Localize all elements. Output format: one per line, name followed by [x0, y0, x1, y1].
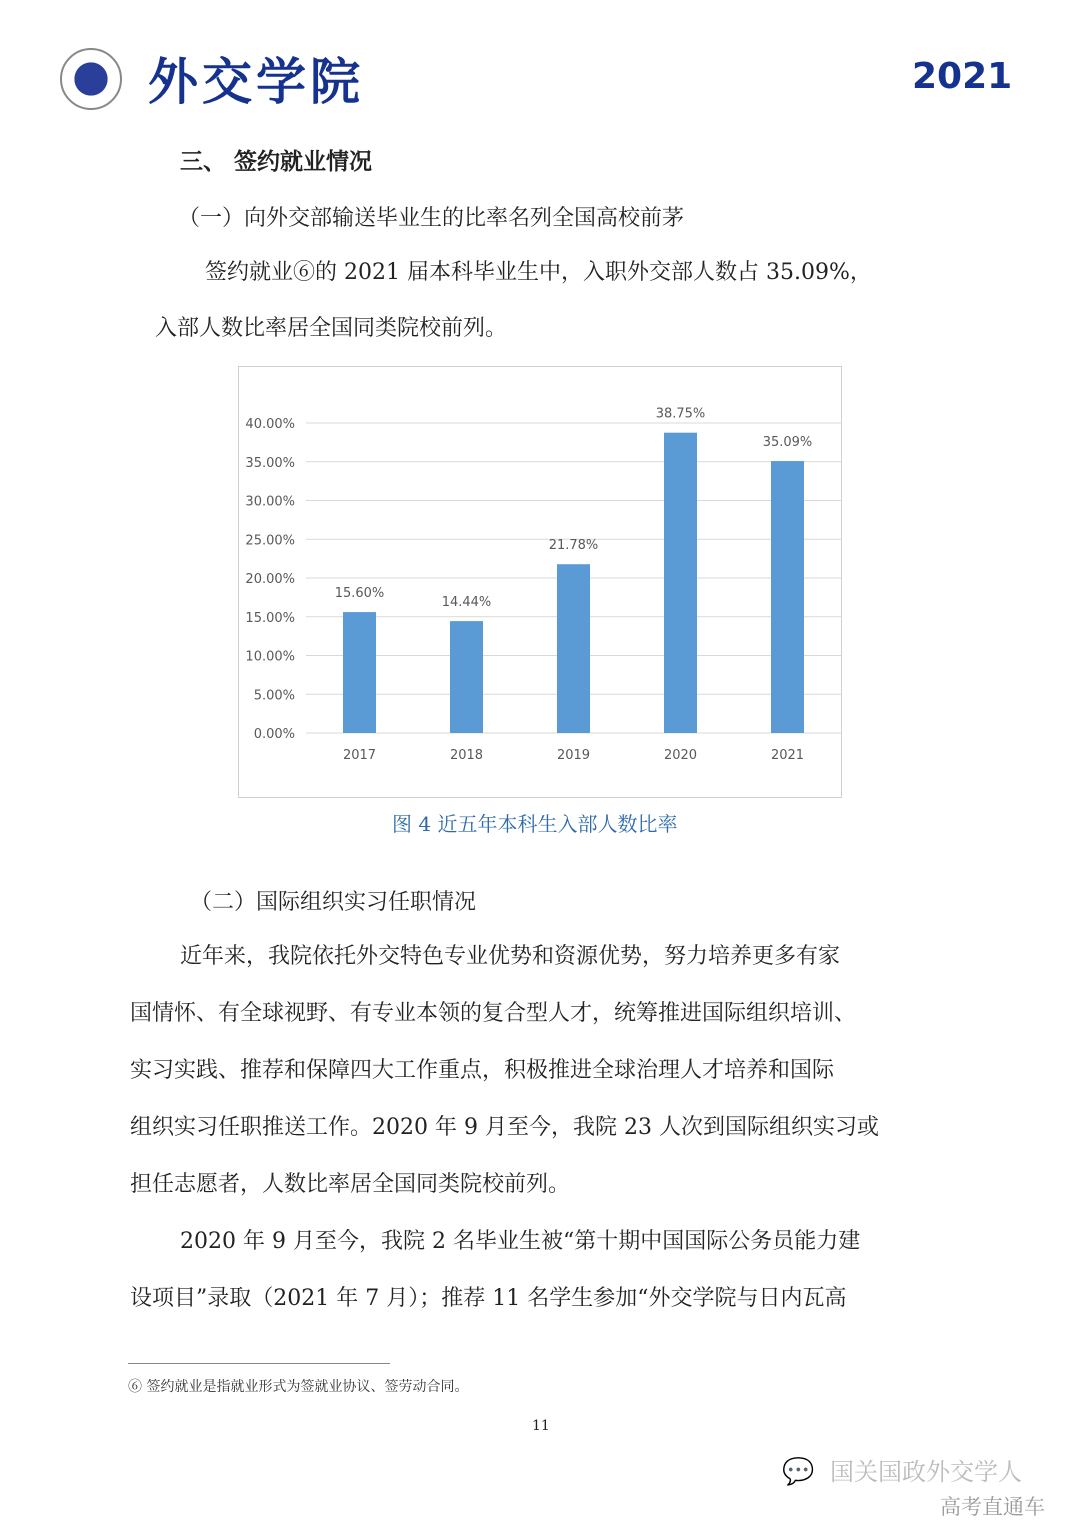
section-title: 三、 签约就业情况: [180, 149, 373, 175]
figure-caption: 图 4 近五年本科生入部人数比率: [392, 812, 678, 836]
paragraph-line: 设项目”录取（2021 年 7 月）；推荐 11 名学生参加“外交学院与日内瓦高: [130, 1286, 847, 1311]
data-label: 15.60%: [334, 586, 385, 602]
footnote-divider: [128, 1363, 390, 1364]
bar-2021: [771, 461, 804, 733]
y-tick-label: 30.00%: [245, 494, 295, 510]
bar-chart: [238, 366, 842, 798]
wechat-icon: 💬: [782, 1457, 815, 1487]
watermark-account-2: 高考直通车: [940, 1495, 1045, 1519]
report-year: 2021: [912, 56, 1013, 97]
bar-2018: [450, 621, 483, 733]
paragraph-1-line-1: 签约就业⑥的 2021 届本科毕业生中，入职外交部人数占 35.09%，: [205, 260, 872, 285]
university-logo-text: 外交学院: [148, 52, 364, 111]
data-label: 21.78%: [548, 538, 599, 554]
data-label: 35.09%: [762, 435, 813, 451]
footnote: ⑥ 签约就业是指就业形式为签就业协议、签劳动合同。: [128, 1379, 469, 1395]
page-number: 11: [532, 1418, 550, 1434]
y-tick-label: 15.00%: [245, 610, 295, 626]
y-tick-label: 25.00%: [245, 533, 295, 549]
subsection-title-2: （二）国际组织实习任职情况: [190, 890, 477, 915]
x-tick-label: 2018: [449, 748, 484, 763]
y-tick-label: 0.00%: [253, 727, 295, 742]
x-tick-label: 2021: [770, 748, 805, 763]
y-tick-label: 5.00%: [253, 688, 295, 704]
paragraph-line: 近年来，我院依托外交特色专业优势和资源优势，努力培养更多有家: [180, 944, 841, 969]
x-tick-label: 2020: [663, 748, 698, 763]
bar-2019: [557, 564, 590, 733]
y-tick-label: 35.00%: [245, 455, 295, 471]
paragraph-line: 实习实践、推荐和保障四大工作重点，积极推进全球治理人才培养和国际: [130, 1058, 835, 1083]
paragraph-line: 2020 年 9 月至今，我院 2 名毕业生被“第十期中国国际公务员能力建: [180, 1229, 861, 1254]
bar-2020: [664, 433, 697, 733]
paragraph-1-line-2: 入部人数比率居全国同类院校前列。: [155, 316, 508, 341]
watermark-account-1: 国关国政外交学人: [830, 1458, 1022, 1486]
y-tick-label: 10.00%: [245, 649, 295, 665]
paragraph-2: [130, 928, 960, 1327]
y-tick-label: 40.00%: [245, 417, 295, 432]
x-tick-label: 2019: [556, 748, 591, 763]
university-seal-logo: [60, 48, 122, 110]
paragraph-line: 担任志愿者，人数比率居全国同类院校前列。: [130, 1172, 571, 1197]
chart-svg: [239, 367, 843, 799]
data-label: 14.44%: [441, 595, 492, 611]
data-label: 38.75%: [655, 406, 706, 422]
x-tick-label: 2017: [342, 748, 377, 763]
paragraph-line: 国情怀、有全球视野、有专业本领的复合型人才，统筹推进国际组织培训、: [130, 1001, 857, 1026]
paragraph-line: 组织实习任职推送工作。2020 年 9 月至今，我院 23 人次到国际组织实习或: [130, 1115, 879, 1140]
subsection-title-1: （一）向外交部输送毕业生的比率名列全国高校前茅: [178, 206, 685, 231]
bar-2017: [343, 612, 376, 733]
y-tick-label: 20.00%: [245, 572, 295, 587]
